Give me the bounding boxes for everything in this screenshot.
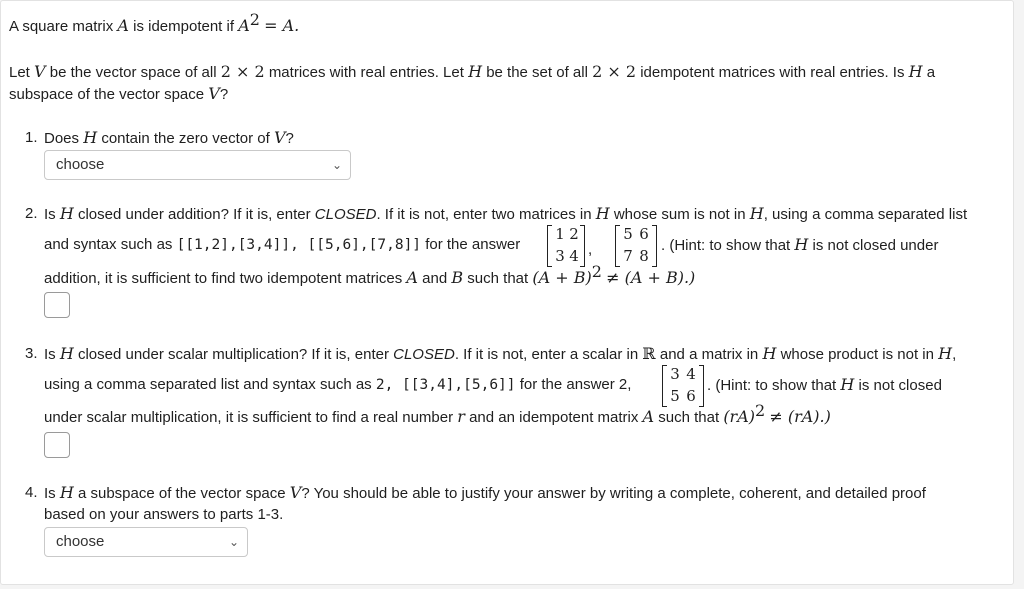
q3-line-1: Is H closed under scalar multiplication? If it is, enter CLOSED. If it is not, enter a scalar in ℝ and a matrix in H whose product is not in H, xyxy=(44,344,957,363)
q1-number: 1. xyxy=(25,129,38,146)
bracket-left xyxy=(547,225,552,267)
bracket-left xyxy=(615,225,620,267)
bracket-right xyxy=(652,225,657,267)
q1-select[interactable]: choose ⌄ xyxy=(44,150,351,180)
q2-line-2b: . (Hint: to show that H is not closed under xyxy=(661,235,939,254)
chevron-down-icon: ⌄ xyxy=(331,158,342,172)
q2-answer-input[interactable] xyxy=(44,292,70,318)
q4-line-1: Is H a subspace of the vector space V? You should be able to justify your answer by writing a complete, coherent, and detailed proof xyxy=(44,483,926,502)
example-matrix-3: 3 4 5 6 xyxy=(662,365,704,407)
q2-line-2a: and syntax such as [[1,2],[3,4]], [[5,6],[7,8]] for the answer xyxy=(44,236,521,253)
example-matrix-2: 5 6 7 8 xyxy=(615,225,657,267)
q3-line-2b: . (Hint: to show that H is not closed xyxy=(707,375,942,394)
definition-line: A square matrix A is idempotent if $A^2 = A$. xyxy=(9,10,300,35)
q3-number: 3. xyxy=(25,345,38,362)
q2-line-1: Is H closed under addition? If it is, enter CLOSED. If it is not, enter two matrices in H whose sum is not in H, using a comma separated list xyxy=(44,204,968,223)
bracket-left xyxy=(662,365,667,407)
q3-line-3: under scalar multiplication, it is sufficient to find a real number r and an idempotent matrix A such that (rA)$^2$ ≠ (rA).) xyxy=(44,401,831,426)
q2-number: 2. xyxy=(25,205,38,222)
q4-line-2: based on your answers to parts 1-3. xyxy=(44,506,284,523)
bracket-right xyxy=(699,365,704,407)
q3-line-2a: using a comma separated list and syntax such as 2, [[3,4],[5,6]] for the answer 2, xyxy=(44,376,632,393)
example-matrix-1: 1 2 3 4 xyxy=(547,225,585,267)
q2-line-3: addition, it is sufficient to find two idempotent matrices A and B such that $(A + B)^2 \ne (A + B)$.) xyxy=(44,262,696,287)
setup-line-1: Let V be the vector space of all 2 × 2 matrices with real entries. Let H be the set of all 2 × 2 idempotent matrices with real entries. Is H a xyxy=(9,62,936,81)
matrix-comma: , xyxy=(588,241,593,258)
chevron-down-icon: ⌄ xyxy=(228,535,239,549)
q4-select[interactable]: choose ⌄ xyxy=(44,527,248,557)
q4-number: 4. xyxy=(25,484,38,501)
setup-line-2: subspace of the vector space V? xyxy=(9,84,229,103)
q3-answer-input[interactable] xyxy=(44,432,70,458)
q1-text: Does H contain the zero vector of V? xyxy=(44,128,294,147)
